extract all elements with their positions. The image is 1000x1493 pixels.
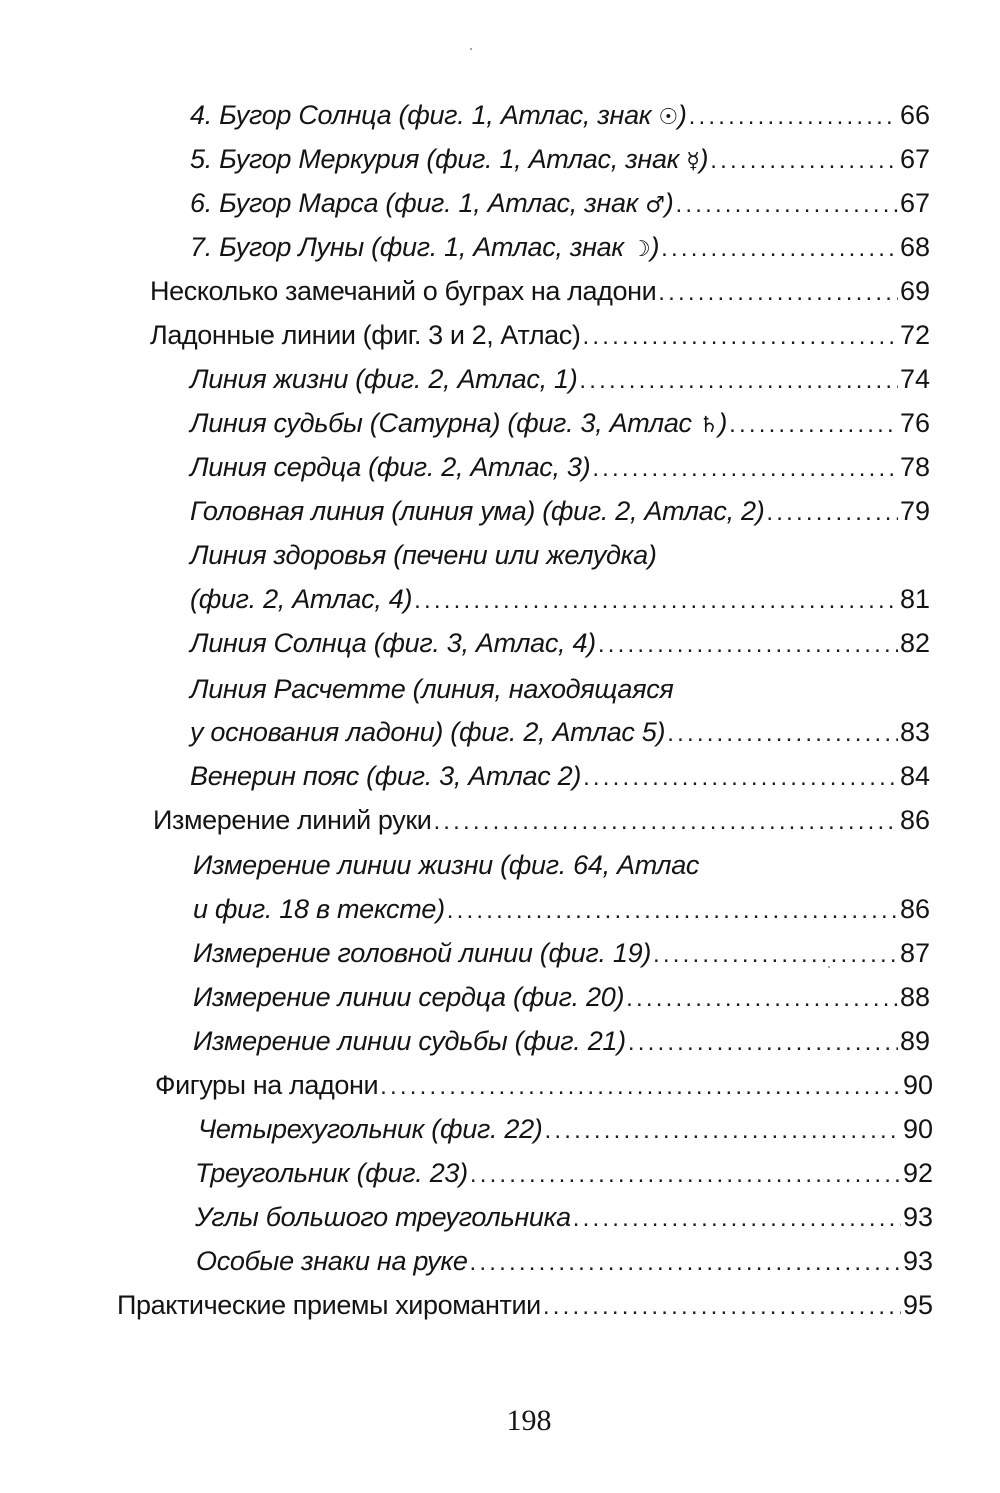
toc-entry: [190, 623, 930, 663]
toc-entry-title: Линия судьбы (Сатурна) (фиг. 3, Атлас ♄): [190, 408, 728, 438]
toc-entry: [153, 800, 930, 840]
dot-leader: [766, 493, 898, 533]
toc-entry: [190, 579, 930, 619]
toc-page-number: 95: [902, 1290, 933, 1320]
moon-symbol-icon: ☽: [631, 237, 651, 262]
toc-page-number: 67: [899, 144, 930, 174]
toc-entry: [190, 95, 930, 135]
toc-entry-title: Треугольник (фиг. 23): [195, 1158, 468, 1188]
dot-leader: [543, 1287, 901, 1327]
toc-page-number: 69: [899, 276, 930, 306]
toc-entry: [155, 1065, 933, 1105]
print-speck: [470, 48, 472, 50]
toc-page-number: 81: [899, 584, 930, 614]
dot-leader: [710, 141, 898, 181]
toc-entry-title: 4. Бугор Солнца (фиг. 1, Атлас, знак ☉): [190, 100, 687, 130]
toc-entry: [190, 139, 930, 179]
mars-symbol-icon: ♂: [645, 193, 665, 218]
toc-entry: [190, 491, 930, 531]
toc-page-number: 93: [902, 1202, 933, 1232]
dot-leader: [626, 979, 898, 1019]
toc-page-number: 86: [899, 894, 930, 924]
toc-entry-title-line1: Измерение линии жизни (фиг. 64, Атлас: [193, 850, 700, 880]
dot-leader: [573, 1199, 901, 1239]
toc-page-number: 79: [899, 496, 930, 526]
dot-leader: [661, 229, 898, 269]
toc-entry: [190, 359, 930, 399]
toc-entry-title: Линия сердца (фиг. 2, Атлас, 3): [190, 452, 591, 482]
dot-leader: [380, 1067, 901, 1107]
toc-entry-title: Особые знаки на руке: [196, 1246, 468, 1276]
dot-leader: [667, 714, 898, 754]
dot-leader: [653, 935, 898, 975]
toc-page-number: 67: [899, 188, 930, 218]
toc-page-number: 86: [899, 805, 930, 835]
dot-leader: [675, 185, 897, 225]
toc-page-number: 87: [899, 938, 930, 968]
toc-entry-title: Линия жизни (фиг. 2, Атлас, 1): [190, 364, 578, 394]
toc-entry-title: Измерение головной линии (фиг. 19): [193, 938, 652, 968]
toc-page-number: 90: [902, 1114, 933, 1144]
dot-leader: [470, 1155, 901, 1195]
toc-entry: [190, 712, 930, 752]
dot-leader: [689, 97, 898, 137]
toc-entry-title: Измерение линии судьбы (фиг. 21): [193, 1026, 626, 1056]
toc-page-number: 68: [899, 232, 930, 262]
dot-leader: [628, 1023, 898, 1063]
toc-entry: [150, 315, 930, 355]
toc-entry: [193, 889, 930, 929]
toc-entry: [196, 1241, 933, 1281]
toc-entry: [190, 403, 930, 443]
toc-entry-title: и фиг. 18 в тексте): [193, 894, 445, 924]
dot-leader: [545, 1111, 901, 1151]
toc-entry-title: Линия Солнца (фиг. 3, Атлас, 4): [190, 628, 596, 658]
dot-leader: [447, 891, 898, 931]
toc-entry-title: Венерин пояс (фиг. 3, Атлас 2): [190, 761, 582, 791]
dot-leader: [658, 273, 898, 313]
dot-leader: [579, 361, 898, 401]
toc-entry-title: у основания ладони) (фиг. 2, Атлас 5): [190, 717, 666, 747]
dot-leader: [433, 802, 898, 842]
toc-entry-title: Углы большого треугольника: [195, 1202, 571, 1232]
toc-entry-title: 5. Бугор Меркурия (фиг. 1, Атлас, знак ☿): [190, 144, 709, 174]
toc-entry-title: 6. Бугор Марса (фиг. 1, Атлас, знак ♂): [190, 188, 674, 218]
toc-page-number: 88: [899, 982, 930, 1012]
saturn-symbol-icon: ♄: [698, 413, 719, 438]
toc-entry-title: Четырехугольник (фиг. 22): [198, 1114, 543, 1144]
toc-page-number: 72: [899, 320, 930, 350]
toc-entry: [190, 227, 930, 267]
toc-entry-title: Измерение линии сердца (фиг. 20): [193, 982, 625, 1012]
toc-page-number: 82: [899, 628, 930, 658]
toc-entry: [190, 447, 930, 487]
page-number: 198: [506, 1404, 552, 1437]
toc-entry-title: Несколько замечаний о буграх на ладони: [150, 276, 657, 306]
toc-entry-title: 7. Бугор Луны (фиг. 1, Атлас, знак ☽): [190, 232, 660, 262]
mercury-symbol-icon: ☿: [686, 149, 700, 174]
toc-entry: [195, 1153, 933, 1193]
toc-entry: [117, 1285, 933, 1325]
toc-page-number: 93: [902, 1246, 933, 1276]
toc-page-number: 89: [899, 1026, 930, 1056]
toc-entry-title: Ладонные линии (фиг. 3 и 2, Атлас): [150, 320, 581, 350]
toc-entry: [190, 183, 930, 223]
toc-entry-title: Измерение линий руки: [153, 805, 432, 835]
toc-page-number: 90: [902, 1070, 933, 1100]
toc-page-number: 76: [899, 408, 930, 438]
toc-page-number: 83: [899, 717, 930, 747]
toc-entry-title-line1: Линия здоровья (печени или желудка): [190, 540, 657, 570]
toc-entry: [193, 977, 930, 1017]
dot-leader: [729, 405, 898, 445]
toc-entry-title-line1: Линия Расчетте (линия, находящаяся: [190, 674, 674, 704]
toc-page-number: 92: [902, 1158, 933, 1188]
dot-leader: [470, 1243, 901, 1283]
dot-leader: [414, 581, 898, 621]
toc-entry: [193, 1021, 930, 1061]
toc-entry-title: (фиг. 2, Атлас, 4): [190, 584, 413, 614]
sun-symbol-icon: ☉: [658, 105, 678, 130]
toc-entry-title: Фигуры на ладони: [155, 1070, 379, 1100]
toc-entry-title: Головная линия (линия ума) (фиг. 2, Атлас, 2): [190, 496, 765, 526]
toc-entry: [198, 1109, 933, 1149]
dot-leader: [582, 317, 897, 357]
toc-entry-title: Практические приемы хиромантии: [117, 1290, 541, 1320]
print-speck: [828, 966, 830, 968]
toc-page-number: 84: [899, 761, 930, 791]
toc-entry: [193, 933, 930, 973]
toc-page-number: 66: [899, 100, 930, 130]
toc-entry: [195, 1197, 933, 1237]
toc-entry: [150, 271, 930, 311]
dot-leader: [598, 625, 898, 665]
toc-page-number: 74: [899, 364, 930, 394]
dot-leader: [592, 449, 898, 489]
toc-entry: [190, 756, 930, 796]
toc-page-number: 78: [899, 452, 930, 482]
dot-leader: [583, 758, 898, 798]
